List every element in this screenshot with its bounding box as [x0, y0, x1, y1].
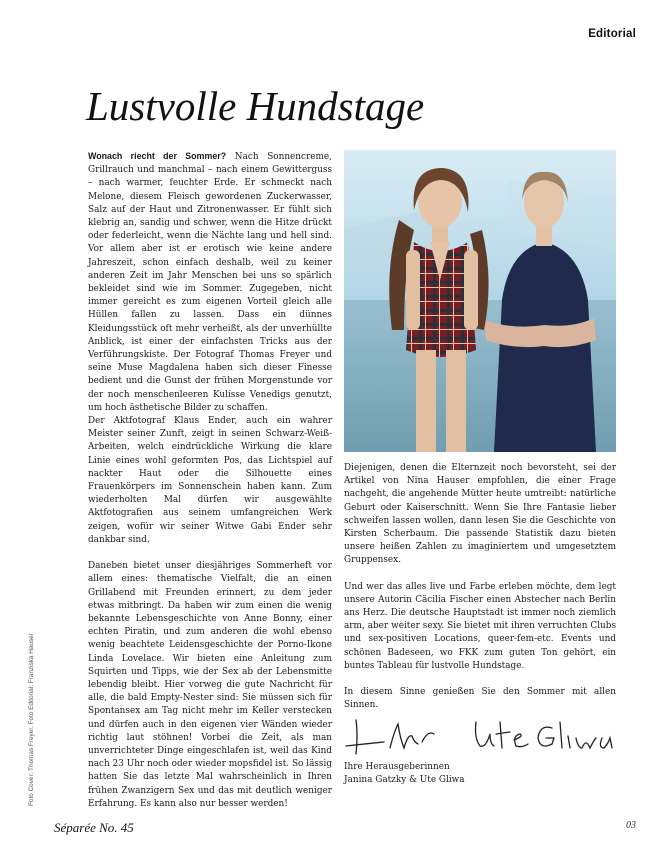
- paragraph-berlin: Und wer das alles live und Farbe erleben möchte, dem legt unsere Autorin Cäcilia Fischer einen Abstecher nach Berlin ans Herz. Die deutsche Hauptstadt ist immer noch ziemlich arm, aber weiter sexy. Sie bietet mit ihren verruchten Clubs und sex-positiven Locations, queer-fem-etc. Events und schönen Badeseen, wo FKK zum guten Ton gehört, ein buntes Tableau für lustvolle Hundstage.: [344, 581, 616, 671]
- lead-question: Wonach riecht der Sommer?: [88, 151, 227, 161]
- paragraph-intro-body: Nach Sonnencreme, Grillrauch und manchmal – nach einem Gewitterguss – nach warmer, feuchter Erde. Er schmeckt nach Melone, diesem Fleisch gewordenen Zuckerwasser, Salz auf der Haut und Zitronenwasser. Er fühlt sich klebrig an, sandig und schwer, wenn die Hitze drückt oder federleicht, wenn die Nächte lang und hell sind. Vor allem aber ist er erotisch wie keine andere Jahreszeit, schon einfach deshalb, weil zu keiner anderen Zeit im Jahr Menschen bei uns so spärlich bekleidet sind wie im Sommer. Zugegeben, nicht immer gereicht es zum eigenen Vorteil gleich alle Hüllen fallen zu lassen. Dass ein dünnes Kleidungsstück oft mehr verheißt, als der unverhüllte Anblick, ist einer der einfachsten Tricks aus der Verführungskiste. Der Fotograf Thomas Freyer und seine Muse Magdalena haben sich dieser Finesse bedient und die Gunst der frühen Morgenstunde vor der noch menschenleeren Kulisse Venedigs genutzt, um hoch ästhetische Bilder zu schaffen.: [88, 152, 332, 413]
- paragraph-ender: Der Aktfotograf Klaus Ender, auch ein wahrer Meister seiner Zunft, zeigt in seinen Schwarz-Weiß-Arbeiten, welch eindrückliche Wirkung die klare Linie eines wohl geformten Pos, das Lichtspiel auf nackter Haut oder die Silhouette eines Frauenkörpers im Sonnenschein haben kann. Zum wiederholten Mal dürfen wir ausgewählte Aktfotografien aus seinem umfangreichen Werk zeigen, wofür wir seiner Witwe Gabi Ender sehr dankbar sind.: [88, 416, 332, 545]
- left-text-column: [88, 150, 332, 824]
- page-number: 03: [626, 820, 636, 831]
- photo-credits: Foto Cover: Thomas Freyer. Foto Editorial: Franziska Hauser: [28, 633, 35, 806]
- page-title: Lustvolle Hundstage: [86, 83, 425, 129]
- paragraph-intro: [88, 150, 332, 415]
- paragraph-contents: Daneben bietet unser diesjähriges Sommerheft vor allem eines: thematische Vielfalt, die an einen Grillabend mit Freunden erinnert, zu dem jeder etwas mitbringt. Da haben wir zum einen die wenig bekannte Lebensgeschichte von Anne Bonny, einer echten Piratin, und zum anderen die wohl ebenso wenig beachtete Leidensgeschichte der Porno-Ikone Linda Lovelace. Wir bieten eine Anleitung zum Squirten und Tipps, wie der Sex ab der Lebensmitte lebendig bleibt. Hier vorweg die gute Nachricht für alle, die bald Empty-Nester sind: Sie müssen sich für Spontansex am Tag nicht mehr im Keller verstecken und dürfen auch in den eigenen vier Wänden wieder richtig laut stöhnen! Vorbei die Zeit, als man unverrichteter Dinge eingeschlafen ist, weil das Kind nach 23 Uhr noch oder wieder mopsfidel ist. So lässig hatten Sie das letzte Mal wahrscheinlich in Ihren frühen Zwanzigern Sex und das mit deutlich weniger Erfahrung. Es kann also nur besser werden!: [88, 561, 332, 809]
- sign-off: [344, 761, 616, 787]
- section-label: Editorial: [588, 28, 636, 40]
- handwritten-signatures: [344, 708, 616, 760]
- paragraph-further-articles: Diejenigen, denen die Elternzeit noch bevorsteht, sei der Artikel von Nina Hauser empfohlen, die einer Frage nachgeht, die angehende Mütter heute umtreibt: natürliche Geburt oder Kaiserschnitt. Wenn Sie Ihre Fantasie lieber schweifen lassen wollen, dann lesen Sie die Geschichte von Kirsten Scherbaum. Die passende Statistik dazu bieten unsere heißen Zahlen zu imaginiertem und umgesetztem Gruppensex.: [344, 463, 616, 566]
- right-text-column: [344, 462, 616, 725]
- sign-off-role: Ihre Herausgeberinnen: [344, 762, 450, 772]
- editorial-photo: [344, 150, 616, 452]
- closing-line: In diesem Sinne genießen Sie den Sommer mit allen Sinnen.: [344, 687, 616, 711]
- sign-off-names: Janina Gatzky & Ute Gliwa: [344, 775, 465, 786]
- magazine-logo: Séparée No. 45: [54, 820, 134, 835]
